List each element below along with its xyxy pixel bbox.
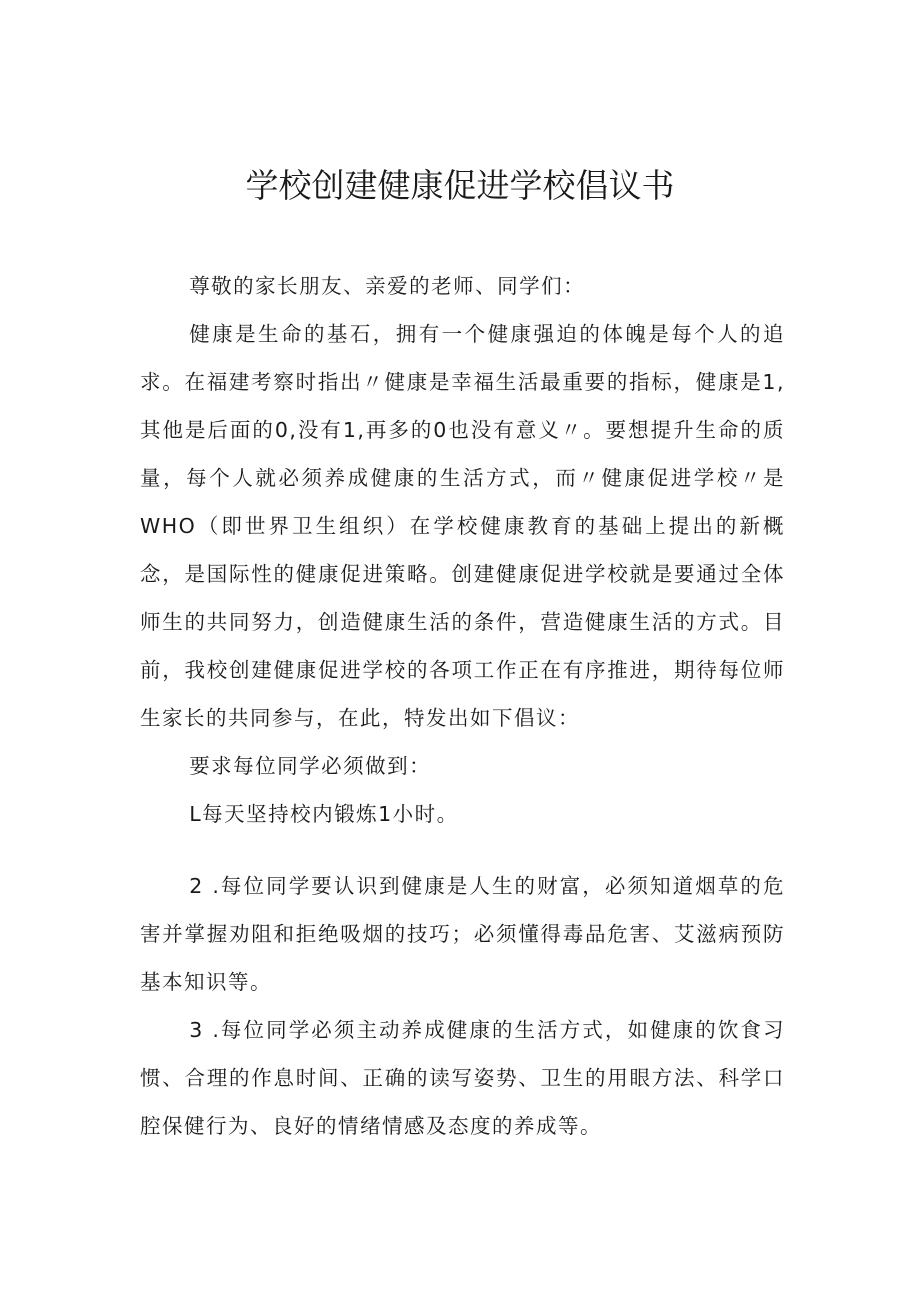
list-item-1: L每天坚持校内锻炼1小时。 <box>189 802 459 826</box>
salutation: 尊敬的家长朋友、亲爱的老师、同学们： <box>189 274 586 298</box>
requirement-heading: 要求每位同学必须做到： <box>189 754 432 778</box>
document-title: 学校创建健康促进学校倡议书 <box>245 166 675 205</box>
document-body <box>140 262 785 1150</box>
list-item-3: 3 .每位同学必须主动养成健康的生活方式，如健康的饮食习惯、合理的作息时间、正确的读写姿势、卫生的用眼方法、科学口腔保健行为、良好的情绪情感及态度的养成等。 <box>140 1018 785 1138</box>
intro-paragraph: 健康是生命的基石，拥有一个健康强迫的体魄是每个人的追求。在福建考察时指出〃健康是幸福生活最重要的指标，健康是1,其他是后面的0,没有1,再多的0也没有意义〃。要想提升生命的质量，每个人就必须养成健康的生活方式，而〃健康促进学校〃是WHO（即世界卫生组织）在学校健康教育的基础上提出的新概念，是国际性的健康促进策略。创建健康促进学校就是要通过全体师生的共同努力，创造健康生活的条件，营造健康生活的方式。目前，我校创建健康促进学校的各项工作正在有序推进，期待每位师生家长的共同参与，在此，特发出如下倡议： <box>140 322 785 730</box>
list-item-2: 2 .每位同学要认识到健康是人生的财富，必须知道烟草的危害并掌握劝阻和拒绝吸烟的技巧；必须懂得毒品危害、艾滋病预防基本知识等。 <box>140 874 785 994</box>
